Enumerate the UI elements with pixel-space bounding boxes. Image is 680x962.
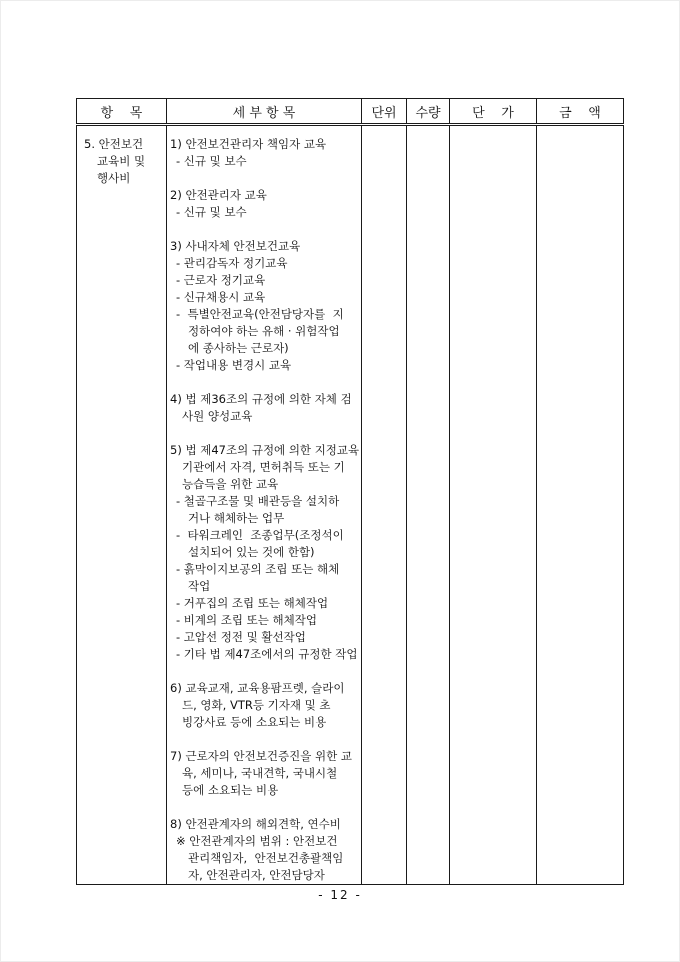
detail-line: 기관에서 자격, 면허취득 또는 기 xyxy=(182,460,345,474)
page-number: - 12 - xyxy=(318,888,362,902)
detail-line: 3) 사내자체 안전보건교육 xyxy=(170,239,301,253)
unit-cell xyxy=(362,125,407,885)
detail-line xyxy=(167,731,361,748)
detail-line: - 고압선 정전 및 활선작업 xyxy=(176,630,306,644)
qty-cell xyxy=(407,125,450,885)
col-header-unit-price: 단 가 xyxy=(450,99,537,125)
detail-line: 5) 법 제47조의 규정에 의한 지정교육 xyxy=(170,443,360,457)
detail-line: - 특별안전교육(안전담당자를 지 xyxy=(176,307,344,321)
cost-table xyxy=(76,98,624,885)
detail-line: 능습득을 위한 교육 xyxy=(182,477,279,491)
table-row xyxy=(77,125,624,885)
detail-line: - 신규 및 보수 xyxy=(176,205,247,219)
detail-line xyxy=(167,170,361,187)
detail-line: - 신규 및 보수 xyxy=(176,154,247,168)
detail-line: 1) 안전보건관리자 책임자 교육 xyxy=(170,137,327,151)
detail-line xyxy=(167,221,361,238)
detail-line xyxy=(167,425,361,442)
amount-cell xyxy=(537,125,624,885)
detail-line: 설치되어 있는 것에 한함) xyxy=(188,545,315,559)
detail-line: 육, 세미나, 국내견학, 국내시철 xyxy=(182,766,338,780)
details-cell xyxy=(167,125,362,885)
detail-line: 8) 안전관계자의 해외견학, 연수비 xyxy=(170,817,341,831)
item-cell xyxy=(77,125,167,885)
detail-line: - 비계의 조립 또는 해체작업 xyxy=(176,613,317,627)
item-line: 5. 안전보건 xyxy=(84,137,144,151)
item-line: 교육비 및 xyxy=(97,154,146,168)
detail-line: 에 종사하는 근로자) xyxy=(188,341,289,355)
detail-line: 관리책임자, 안전보건총괄책임 xyxy=(188,851,344,865)
detail-line: ※ 안전관계자의 범위 : 안전보건 xyxy=(176,834,338,848)
detail-line: - 기타 법 제47조에서의 규정한 작업 xyxy=(176,647,358,661)
detail-line: - 신규채용시 교육 xyxy=(176,290,266,304)
detail-line: - 거푸집의 조립 또는 해체작업 xyxy=(176,596,329,610)
col-header-detail: 세 부 항 목 xyxy=(167,99,362,125)
detail-line: 빙강사료 등에 소요되는 비용 xyxy=(182,715,327,729)
item-lines xyxy=(77,126,166,187)
detail-line xyxy=(167,663,361,680)
detail-line: - 작업내용 변경시 교육 xyxy=(176,358,292,372)
detail-line xyxy=(167,799,361,816)
detail-line: - 철골구조물 및 배관등을 설치하 xyxy=(176,494,340,508)
unit-price-cell xyxy=(450,125,537,885)
col-header-qty: 수량 xyxy=(407,99,450,125)
detail-line xyxy=(167,374,361,391)
detail-line: 자, 안전관리자, 안전담당자 xyxy=(188,868,325,882)
detail-line: - 타워크레인 조종업무(조정석이 xyxy=(176,528,344,542)
detail-line: 사원 양성교육 xyxy=(182,409,253,423)
col-header-item: 항 목 xyxy=(77,99,167,125)
detail-line: - 흙막이지보공의 조립 또는 해체 xyxy=(176,562,340,576)
detail-line: 작업 xyxy=(188,579,211,593)
detail-line: - 관리감독자 정기교육 xyxy=(176,256,288,270)
item-line: 행사비 xyxy=(97,171,131,185)
detail-line: 정하여야 하는 유해 · 위험작업 xyxy=(188,324,340,338)
detail-line: 드, 영화, VTR등 기자재 및 초 xyxy=(182,698,331,712)
detail-line: 7) 근로자의 안전보건증진을 위한 교 xyxy=(170,749,352,763)
col-header-unit: 단위 xyxy=(362,99,407,125)
detail-line: - 근로자 정기교육 xyxy=(176,273,266,287)
detail-line: 4) 법 제36조의 규정에 의한 자체 검 xyxy=(170,392,352,406)
detail-line: 등에 소요되는 비용 xyxy=(182,783,279,797)
detail-line: 거나 해체하는 업무 xyxy=(188,511,285,525)
detail-line: 6) 교육교재, 교육용팜프렛, 슬라이 xyxy=(170,681,345,695)
detail-lines xyxy=(167,126,361,884)
header-row xyxy=(77,99,624,125)
detail-line: 2) 안전관리자 교육 xyxy=(170,188,267,202)
col-header-amount: 금 액 xyxy=(537,99,624,125)
